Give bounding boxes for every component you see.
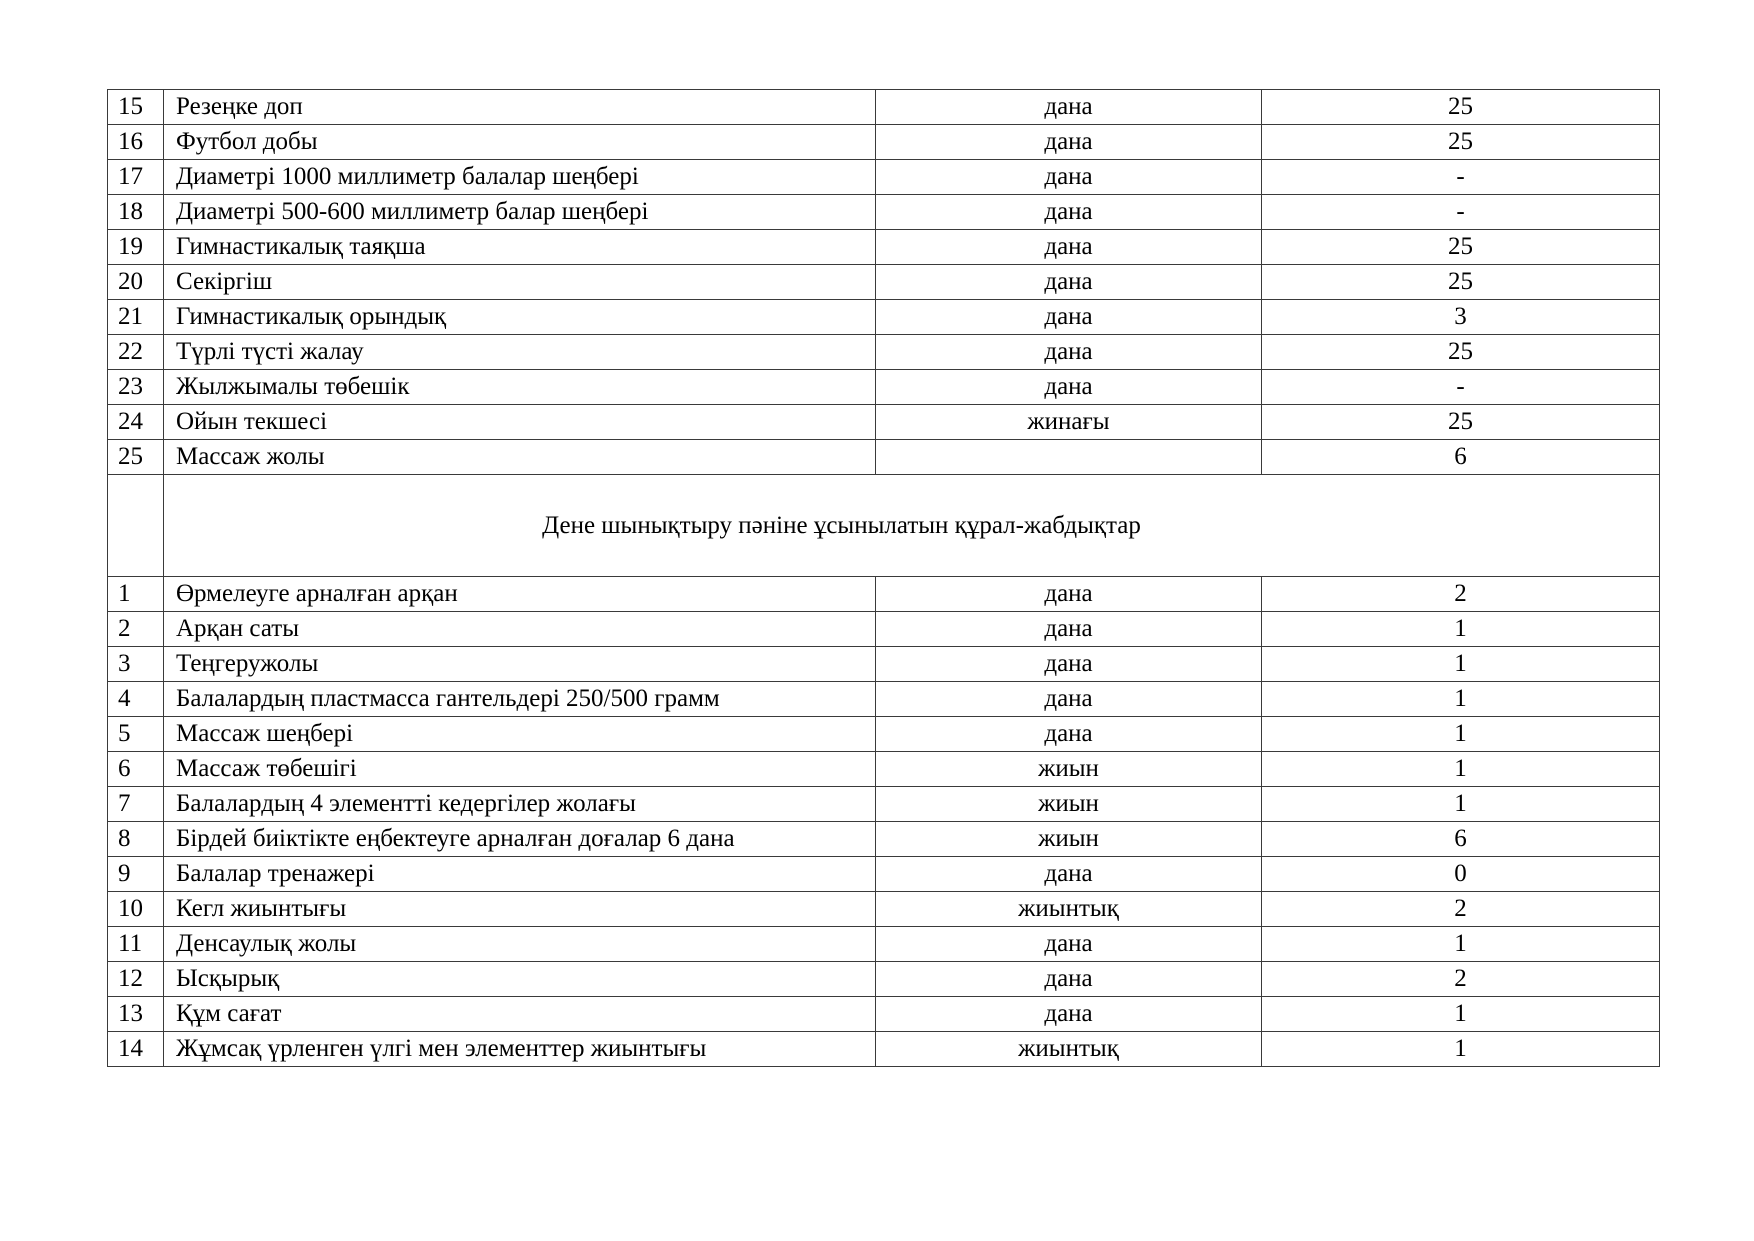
unit-cell: жиын (876, 752, 1262, 787)
row-number-cell: 16 (108, 125, 164, 160)
quantity-cell: 1 (1262, 682, 1660, 717)
table-row (108, 125, 1660, 160)
row-number-cell: 11 (108, 927, 164, 962)
table-row (108, 230, 1660, 265)
table-row (108, 405, 1660, 440)
unit-cell: дана (876, 300, 1262, 335)
item-name-cell: Диаметрі 1000 миллиметр балалар шеңбері (164, 160, 876, 195)
section-header-row (108, 475, 1660, 577)
unit-cell: жинағы (876, 405, 1262, 440)
row-number-cell: 5 (108, 717, 164, 752)
item-name-cell: Өрмелеуге арналған арқан (164, 577, 876, 612)
item-name-cell: Арқан саты (164, 612, 876, 647)
table-row (108, 787, 1660, 822)
unit-cell: дана (876, 265, 1262, 300)
table-row (108, 440, 1660, 475)
quantity-cell: - (1262, 160, 1660, 195)
item-name-cell: Балалардың пластмасса гантельдері 250/500 грамм (164, 682, 876, 717)
row-number-cell: 17 (108, 160, 164, 195)
row-number-cell: 1 (108, 577, 164, 612)
table-row (108, 370, 1660, 405)
quantity-cell: 25 (1262, 230, 1660, 265)
unit-cell (876, 440, 1262, 475)
quantity-cell: 1 (1262, 612, 1660, 647)
quantity-cell: 25 (1262, 90, 1660, 125)
item-name-cell: Балалардың 4 элементті кедергілер жолағы (164, 787, 876, 822)
item-name-cell: Ойын текшесі (164, 405, 876, 440)
table-row (108, 195, 1660, 230)
unit-cell: дана (876, 962, 1262, 997)
item-name-cell: Ысқырық (164, 962, 876, 997)
row-number-cell: 9 (108, 857, 164, 892)
table-row (108, 962, 1660, 997)
quantity-cell: 1 (1262, 647, 1660, 682)
unit-cell: жиынтық (876, 1032, 1262, 1067)
table-row (108, 997, 1660, 1032)
item-name-cell: Секіргіш (164, 265, 876, 300)
quantity-cell: 2 (1262, 577, 1660, 612)
table-row (108, 300, 1660, 335)
item-name-cell: Түрлі түсті жалау (164, 335, 876, 370)
row-number-cell: 12 (108, 962, 164, 997)
row-number-cell: 20 (108, 265, 164, 300)
unit-cell: дана (876, 335, 1262, 370)
row-number-cell: 22 (108, 335, 164, 370)
quantity-cell: 2 (1262, 962, 1660, 997)
quantity-cell: 1 (1262, 927, 1660, 962)
item-name-cell: Құм сағат (164, 997, 876, 1032)
item-name-cell: Массаж шеңбері (164, 717, 876, 752)
equipment-table (107, 89, 1660, 1067)
table-row (108, 892, 1660, 927)
quantity-cell: 6 (1262, 440, 1660, 475)
unit-cell: жиын (876, 822, 1262, 857)
table-row (108, 682, 1660, 717)
unit-cell: жиын (876, 787, 1262, 822)
quantity-cell: 25 (1262, 335, 1660, 370)
quantity-cell: 6 (1262, 822, 1660, 857)
item-name-cell: Массаж төбешігі (164, 752, 876, 787)
table-row (108, 160, 1660, 195)
unit-cell: дана (876, 717, 1262, 752)
unit-cell: дана (876, 612, 1262, 647)
unit-cell: дана (876, 682, 1262, 717)
table-row (108, 265, 1660, 300)
row-number-cell: 13 (108, 997, 164, 1032)
table-row (108, 1032, 1660, 1067)
row-number-cell: 19 (108, 230, 164, 265)
quantity-cell: 1 (1262, 717, 1660, 752)
row-number-cell: 6 (108, 752, 164, 787)
unit-cell: дана (876, 195, 1262, 230)
item-name-cell: Диаметрі 500-600 миллиметр балар шеңбері (164, 195, 876, 230)
table-row (108, 822, 1660, 857)
unit-cell: дана (876, 160, 1262, 195)
quantity-cell: 0 (1262, 857, 1660, 892)
row-number-cell: 18 (108, 195, 164, 230)
unit-cell: дана (876, 370, 1262, 405)
unit-cell: дана (876, 647, 1262, 682)
row-number-cell: 4 (108, 682, 164, 717)
unit-cell: жиынтық (876, 892, 1262, 927)
row-number-cell: 2 (108, 612, 164, 647)
item-name-cell: Гимнастикалық таяқша (164, 230, 876, 265)
unit-cell: дана (876, 857, 1262, 892)
table-row (108, 857, 1660, 892)
row-number-cell: 25 (108, 440, 164, 475)
table-row (108, 717, 1660, 752)
table-row (108, 90, 1660, 125)
table-row (108, 927, 1660, 962)
item-name-cell: Денсаулық жолы (164, 927, 876, 962)
row-number-cell: 8 (108, 822, 164, 857)
table-row (108, 577, 1660, 612)
unit-cell: дана (876, 927, 1262, 962)
row-number-cell: 24 (108, 405, 164, 440)
quantity-cell: 2 (1262, 892, 1660, 927)
row-number-cell: 3 (108, 647, 164, 682)
item-name-cell: Балалар тренажері (164, 857, 876, 892)
row-number-cell: 21 (108, 300, 164, 335)
unit-cell: дана (876, 230, 1262, 265)
quantity-cell: 25 (1262, 405, 1660, 440)
item-name-cell: Жылжымалы төбешік (164, 370, 876, 405)
quantity-cell: - (1262, 370, 1660, 405)
item-name-cell: Жұмсақ үрленген үлгі мен элементтер жиынтығы (164, 1032, 876, 1067)
quantity-cell: - (1262, 195, 1660, 230)
unit-cell: дана (876, 90, 1262, 125)
item-name-cell: Массаж жолы (164, 440, 876, 475)
quantity-cell: 3 (1262, 300, 1660, 335)
table-row (108, 647, 1660, 682)
table-row (108, 612, 1660, 647)
item-name-cell: Кегл жиынтығы (164, 892, 876, 927)
item-name-cell: Футбол добы (164, 125, 876, 160)
table-row (108, 752, 1660, 787)
quantity-cell: 1 (1262, 787, 1660, 822)
item-name-cell: Резеңке доп (164, 90, 876, 125)
row-number-cell: 10 (108, 892, 164, 927)
section-number-cell (108, 475, 164, 577)
unit-cell: дана (876, 125, 1262, 160)
item-name-cell: Гимнастикалық орындық (164, 300, 876, 335)
quantity-cell: 1 (1262, 1032, 1660, 1067)
row-number-cell: 23 (108, 370, 164, 405)
table-row (108, 335, 1660, 370)
quantity-cell: 25 (1262, 265, 1660, 300)
item-name-cell: Бірдей биіктікте еңбектеуге арналған доғалар 6 дана (164, 822, 876, 857)
unit-cell: дана (876, 577, 1262, 612)
quantity-cell: 1 (1262, 997, 1660, 1032)
row-number-cell: 7 (108, 787, 164, 822)
item-name-cell: Теңгеружолы (164, 647, 876, 682)
section-title: Дене шынықтыру пәніне ұсынылатын құрал-жабдықтар (164, 475, 1660, 577)
equipment-table-body (108, 90, 1660, 1067)
quantity-cell: 25 (1262, 125, 1660, 160)
quantity-cell: 1 (1262, 752, 1660, 787)
unit-cell: дана (876, 997, 1262, 1032)
row-number-cell: 15 (108, 90, 164, 125)
row-number-cell: 14 (108, 1032, 164, 1067)
